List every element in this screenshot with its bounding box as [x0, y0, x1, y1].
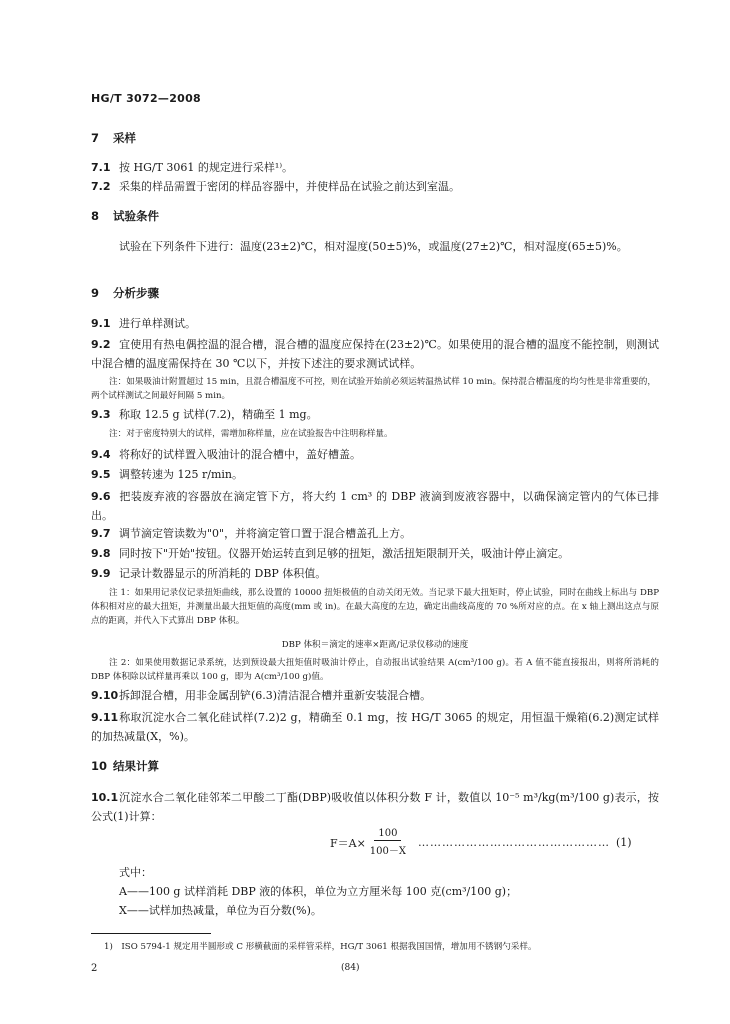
section-title: 试验条件	[113, 209, 159, 223]
result-formula	[330, 828, 632, 857]
variable-x-definition: X——试样加热减量，单位为百分数(%)。	[119, 904, 322, 917]
clause-text: 按 HG/T 3061 的规定进行采样¹⁾。	[119, 161, 294, 174]
clause-10-1	[91, 788, 659, 826]
clause-text: 采集的样品需置于密闭的样品容器中，并使样品在试验之前达到室温。	[119, 180, 460, 193]
clause-9-2-note: 注：如果吸油计附置超过 15 min，且混合槽温度不可控，则在试验开始前必须运转温热试样 10 min。保持混合槽温度的均匀性是非常重要的，两个试样测试之间最好间隔 5 min。	[91, 377, 656, 401]
formula-denominator: 100－X	[369, 846, 407, 857]
clause-9-3	[91, 407, 659, 422]
formula-fraction	[370, 828, 406, 857]
clause-text: 进行单样测试。	[119, 317, 196, 330]
clause-number: 7.2	[91, 180, 111, 193]
section-8-heading	[91, 209, 659, 224]
conditions-paragraph: 试验在下列条件下进行：温度(23±2)℃，相对湿度(50±5)%，或温度(27±2)℃，相对湿度(65±5)%。	[119, 240, 628, 253]
clause-number: 9.3	[91, 408, 111, 421]
clause-number: 7.1	[91, 161, 111, 174]
clause-9-10	[91, 688, 659, 703]
section-7-heading	[91, 131, 659, 146]
variable-a-definition: A——100 g 试样消耗 DBP 液的体积，单位为立方厘米每 100 克(cm³/100 g)；	[119, 885, 518, 898]
formula-number: (1)	[616, 836, 632, 849]
clause-number: 9.4	[91, 448, 111, 461]
clause-9-9	[91, 566, 659, 581]
clause-text: 同时按下"开始"按钮。仪器开始运转直到足够的扭矩，激活扭矩限制开关，吸油计停止滴定。	[119, 547, 570, 560]
clause-7-2	[91, 179, 659, 194]
clause-9-4	[91, 447, 659, 462]
section-number: 10	[91, 759, 108, 773]
page-number: 2	[91, 963, 98, 974]
clause-9-8	[91, 546, 659, 561]
clause-9-1	[91, 316, 659, 331]
clause-text: 沉淀水合二氧化硅邻苯二甲酸二丁酯(DBP)吸收值以体积分数 F 计，数值以 10⁻⁵ m³/kg(m³/100 g)表示，按公式(1)计算：	[91, 791, 659, 823]
clause-text: 记录计数器显示的所消耗的 DBP 体积值。	[119, 567, 327, 580]
clause-text: 将称好的试样置入吸油计的混合槽中，盖好槽盖。	[119, 448, 361, 461]
formula-lhs: F＝A×	[330, 836, 366, 850]
dbp-volume-formula: DBP 体积＝滴定的速率×距离/记录仪移动的速度	[281, 640, 469, 650]
standard-code: HG/T 3072—2008	[91, 92, 202, 105]
clause-number: 9.1	[91, 317, 111, 330]
section-number: 8	[91, 209, 100, 223]
section-10-heading	[91, 759, 659, 774]
clause-9-11	[91, 708, 659, 746]
section-number: 9	[91, 286, 100, 300]
formula-leader-dots: …………………………………………	[418, 836, 611, 849]
clause-number: 9.6	[91, 490, 111, 503]
where-label: 式中：	[119, 866, 152, 879]
clause-9-7	[91, 526, 659, 541]
section-number: 7	[91, 131, 100, 145]
clause-number: 10.1	[91, 791, 119, 804]
section-title: 结果计算	[113, 759, 159, 773]
section-9-heading	[91, 286, 659, 301]
clause-text: 称取沉淀水合二氧化硅试样(7.2)2 g，精确至 0.1 mg，按 HG/T 3065 的规定，用恒温干燥箱(6.2)测定试样的加热减量(X，%)。	[91, 711, 659, 743]
clause-number: 9.11	[91, 711, 119, 724]
clause-9-5	[91, 467, 659, 482]
clause-text: 调节滴定管读数为"0"，并将滴定管口置于混合槽盖孔上方。	[119, 527, 412, 540]
clause-number: 9.7	[91, 527, 111, 540]
clause-number: 9.2	[91, 338, 111, 351]
clause-text: 宜使用有热电偶控温的混合槽，混合槽的温度应保持在(23±2)℃。如果使用的混合槽的温度不能控制，则测试中混合槽的温度需保持在 30 ℃以下，并按下述注的要求测试试样。	[91, 338, 659, 370]
clause-number: 9.9	[91, 567, 111, 580]
section-title: 采样	[113, 131, 136, 145]
clause-text: 调整转速为 125 r/min。	[119, 468, 243, 481]
page-code: (84)	[341, 963, 360, 973]
footnote-divider	[91, 933, 211, 934]
clause-9-6	[91, 487, 659, 525]
clause-9-9-note-1: 注 1：如果用记录仪记录扭矩曲线，那么设置的 10000 扭矩极值的自动关闭无效。当记录下最大扭矩时，停止试验，同时在曲线上标出与 DBP 体积相对应的最大扭矩，并测量出最大扭矩值的高度(mm 或 in)。在最大高度的左边，确定出曲线高度的 70 %所对应的点。在 x 轴上测出这点与原点的距离，并代入下式算出 DBP 体积。	[91, 588, 659, 626]
clause-number: 9.5	[91, 468, 111, 481]
clause-9-3-note: 注：对于密度特别大的试样，需增加称样量，应在试验报告中注明称样量。	[109, 429, 393, 439]
footnote: 1) ISO 5794-1 规定用半圆形或 C 形横截面的采样管采样，HG/T 3061 根据我国国情，增加用不锈钢勺采样。	[104, 942, 537, 952]
clause-number: 9.10	[91, 689, 119, 702]
clause-text: 把装废弃液的容器放在滴定管下方，将大约 1 cm³ 的 DBP 液滴到废液容器中，以确保滴定管内的气体已排出。	[91, 490, 659, 522]
section-title: 分析步骤	[113, 286, 159, 300]
clause-7-1	[91, 160, 659, 175]
formula-numerator: 100	[374, 828, 401, 841]
clause-9-9-note-2: 注 2：如果使用数据记录系统，达到预设最大扭矩值时吸油计停止，自动报出试验结果 A(cm³/100 g)。若 A 值不能直接报出，则将所消耗的 DBP 体积除以试样量再乘以 100 g，即为 A(cm³/100 g)值。	[91, 658, 659, 682]
clause-number: 9.8	[91, 547, 111, 560]
clause-text: 拆卸混合槽，用非金属刮铲(6.3)清洁混合槽并重新安装混合槽。	[119, 689, 432, 702]
clause-9-2	[91, 335, 659, 373]
clause-text: 称取 12.5 g 试样(7.2)，精确至 1 mg。	[119, 408, 318, 421]
